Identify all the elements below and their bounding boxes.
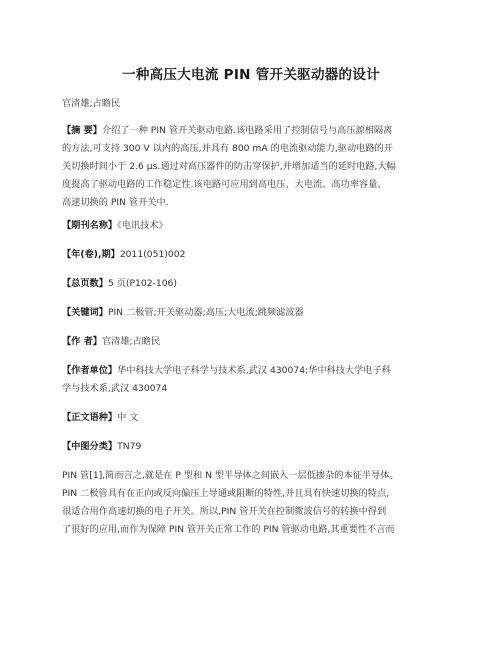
affiliation-line-1 — [62, 365, 391, 377]
affiliation-line-2: 学与技术系,武汉 430074 — [62, 383, 168, 394]
abstract-line-5: 高速切换的 PIN 管开关中. — [62, 197, 169, 208]
classification-line — [62, 441, 141, 453]
body-line-2: PIN 二极管具有在正向或反向偏压上导通或阻断的特性,并且具有快速切换的特点, — [62, 488, 390, 499]
pages-value: 5 页(P102-106) — [107, 278, 177, 289]
year-issue-line — [62, 249, 185, 261]
author-label: 【作 者】 — [62, 336, 102, 347]
author-line — [62, 336, 160, 348]
affiliation-value-1: 华中科技大学电子科学与技术系,武汉 430074;华中科技大学电子科 — [117, 365, 391, 376]
document-title: 一种高压大电流 PIN 管开关驱动器的设计 — [122, 67, 380, 83]
abstract-label: 【摘 要】 — [62, 125, 102, 136]
language-line — [62, 412, 138, 424]
language-label: 【正文语种】 — [62, 412, 118, 423]
abstract-line-2: 的方法,可支持 300 V 以内的高压,并具有 800 mA 的电流驱动能力,驱动电路的开 — [62, 143, 393, 154]
abstract-text-1: 介绍了一种 PIN 管开关驱动电路.该电路采用了控制信号与高压源相隔离 — [101, 125, 393, 136]
keywords-label: 【关键词】 — [62, 307, 108, 318]
year-issue-value: 2011(051)002 — [119, 249, 186, 260]
journal-value: 《电讯技术》 — [117, 220, 168, 231]
body-line-1: PIN 管[1],简而言之,就是在 P 型和 N 型半导体之间嵌入一层低掺杂的本征半导体。 — [62, 470, 399, 481]
pages-label: 【总页数】 — [62, 278, 108, 289]
year-issue-label: 【年(卷),期】 — [62, 249, 120, 260]
abstract-line-4: 度提高了驱动电路的工作稳定性.该电路可应用到高电压、大电流、高功率容量、 — [62, 179, 387, 190]
body-line-4: 了很好的应用,而作为保障 PIN 管开关正常工作的 PIN 管驱动电路,其重要性不言而 — [62, 524, 395, 535]
body-line-3: 很适合用作高速切换的电子开关。所以,PIN 管开关在控制微波信号的转换中得到 — [62, 506, 387, 517]
affiliation-label: 【作者单位】 — [62, 365, 118, 376]
classification-label: 【中图分类】 — [62, 441, 118, 452]
journal-label: 【期刊名称】 — [62, 220, 118, 231]
keywords-line — [62, 307, 304, 319]
authors-line: 官清雄;占瞻民 — [62, 98, 121, 109]
abstract-line-1 — [62, 125, 392, 137]
pages-line — [62, 278, 177, 290]
keywords-value: PIN 二极管;开关驱动器;高压;大电流;跳频滤波器 — [107, 307, 304, 318]
journal-line — [62, 220, 168, 232]
author-value: 官清雄;占瞻民 — [101, 336, 161, 347]
abstract-line-3: 关切换时间小于 2.6 μs.通过对高压器件的防击穿保护,并增加适当的延时电路,大幅 — [62, 161, 396, 172]
language-value: 中 文 — [117, 412, 139, 423]
classification-value: TN79 — [117, 441, 142, 452]
